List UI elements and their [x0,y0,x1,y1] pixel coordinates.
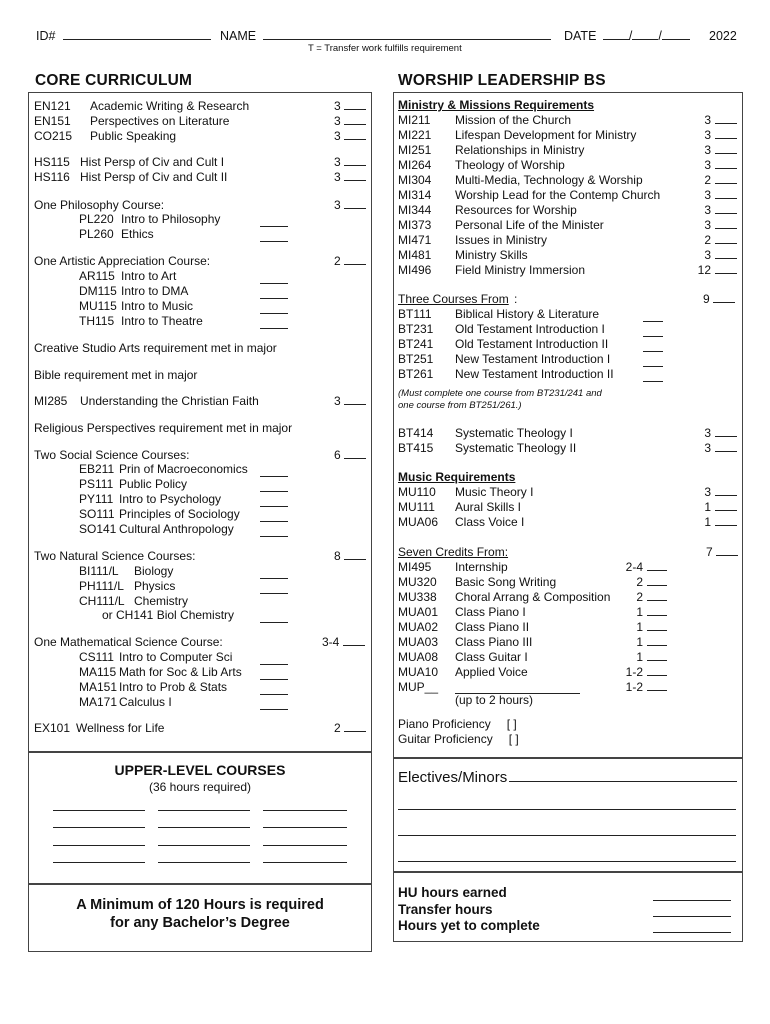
ministry-course: MI264 Theology of Worship [398,158,565,172]
checkbox: [ ] [506,717,517,731]
upper-level-subtitle: (36 hours required) [148,780,252,794]
ministry-course: MI344 Resources for Worship [398,203,577,217]
seven-credits-label: Seven Credits From: [398,545,509,559]
option-blank[interactable] [643,366,663,367]
elective-course: MUA02 Class Piano II [398,620,530,634]
option-course: BT241 Old Testament Introduction II [398,337,609,351]
ministry-course: MI314 Worship Lead for the Contemp Church [398,188,661,202]
hours-field[interactable]: 3 [0,218,737,233]
music-course: MU110 Music Theory I [398,485,534,499]
ministry-course: MI481 Ministry Skills [398,248,528,262]
transfer-hours-label: Transfer hours [398,902,493,917]
hours-field[interactable]: 3-4 [322,635,365,650]
core-course: CO215 Public Speaking [34,129,177,143]
upper-course-blank[interactable] [53,862,145,863]
hours-field[interactable]: 3 [334,129,366,144]
hu-hours-blank[interactable] [653,900,731,901]
ministry-course: MI304 Multi-Media, Technology & Worship [398,173,643,187]
natural-label: Two Natural Science Courses: [34,549,196,563]
elective-course: MU338 Choral Arrang & Composition [398,590,611,604]
option-course: PY111 Intro to Psychology [79,492,222,506]
ministry-course: MI221 Lifespan Development for Ministry [398,128,637,142]
option-blank[interactable] [643,381,663,382]
ministry-course: MI211 Mission of the Church [398,113,572,127]
hu-hours-earned-label: HU hours earned [398,885,507,900]
option-course: MA115 Math for Soc & Lib Arts [79,665,242,679]
hours-field[interactable]: 2-4 [0,560,667,575]
elective-course: MUP__ [398,680,439,694]
core-title: CORE CURRICULUM [35,72,193,89]
ministry-course: MI496 Field Ministry Immersion [398,263,586,277]
upper-course-blank[interactable] [263,845,347,846]
elective-course: MU320 Basic Song Writing [398,575,557,589]
id-field[interactable] [36,29,211,43]
hours-field[interactable]: 3 [0,188,737,203]
option-course: PS111 Public Policy [79,477,188,491]
hours-field[interactable]: 6 [334,448,366,463]
upper-course-blank[interactable] [158,845,250,846]
elective-course: MI495 Internship [398,560,508,574]
electives-field[interactable]: Electives/Minors [398,768,737,786]
hours-yet-blank[interactable] [653,932,731,933]
date-label: DATE [564,29,597,43]
hours-field[interactable]: 1 [0,605,667,620]
three-courses-label: Three Courses From [398,292,509,306]
hours-field[interactable]: 2 [0,575,667,590]
minimum-line1: A Minimum of 120 Hours is required [76,897,324,913]
upper-course-blank[interactable] [158,862,250,863]
option-course-alt: or CH141 Biol Chemistry [102,608,235,622]
hours-field[interactable]: 3 [334,99,366,114]
option-course: BT111 Biblical History & Literature [398,307,600,321]
hours-field[interactable]: 12 [0,263,737,278]
hours-field[interactable]: 1-2 [0,665,667,680]
hours-field[interactable]: 3 [334,394,366,409]
option-course: CS111 Intro to Computer Sci [79,650,233,664]
hours-field[interactable]: 1 [0,620,667,635]
hours-field[interactable]: 1 [0,650,667,665]
bible-note: Bible requirement met in major [34,368,198,382]
hours-field[interactable]: 3 [0,158,737,173]
hours-field[interactable]: 3 [334,114,366,129]
hours-field[interactable]: 1 [0,635,667,650]
hours-field[interactable]: 3 [0,426,737,441]
core-course: EX101 Wellness for Life [34,721,165,735]
upper-level-title: UPPER-LEVEL COURSES [114,762,286,778]
math-label: One Mathematical Science Course: [34,635,223,649]
hours-field[interactable]: 9 [703,292,735,307]
option-course: EB211 Prin of Macroeconomics [79,462,248,476]
elective-course: MUA03 Class Piano III [398,635,533,649]
music-course: MU111 Aural Skills I [398,500,522,514]
upper-course-blank[interactable] [53,827,145,828]
option-course: PL220 Intro to Philosophy [79,212,221,226]
option-course: BT261 New Testament Introduction II [398,367,614,381]
guitar-proficiency[interactable]: Guitar Proficiency [ ] [398,732,519,746]
elective-course: MUA08 Class Guitar I [398,650,528,664]
worship-title: WORSHIP LEADERSHIP BS [398,72,606,89]
core-course: MI285 Understanding the Christian Faith [34,394,259,408]
option-course: BI111/L Biology [79,564,174,578]
hours-field[interactable]: 3 [0,113,737,128]
option-blank[interactable] [643,321,663,322]
year: 2022 [709,29,737,43]
option-course: TH115 Intro to Theatre [79,314,203,328]
hours-field[interactable]: 8 [334,549,366,564]
hours-field[interactable]: 3 [0,248,737,263]
hours-field[interactable]: 3 [0,203,737,218]
religious-note: Religious Perspectives requirement met in major [34,421,293,435]
upper-course-blank[interactable] [53,810,145,811]
upper-course-blank[interactable] [158,827,250,828]
option-blank[interactable] [643,351,663,352]
hours-field[interactable]: 3 [0,143,737,158]
hours-field[interactable]: 3 [334,198,366,213]
elective-course: MUA01 Class Piano I [398,605,526,619]
transfer-hours-blank[interactable] [653,916,731,917]
option-course: PH111/L Physics [79,579,176,593]
option-course: MU115 Intro to Music [79,299,194,313]
core-course: EN151 Perspectives on Literature [34,114,230,128]
up-to-note: (up to 2 hours) [455,693,534,707]
creative-note: Creative Studio Arts requirement met in major [34,341,277,355]
ministry-heading: Ministry & Missions Requirements [398,98,595,112]
option-course: PL260 Ethics [79,227,154,241]
theology-course: BT415 Systematic Theology II [398,441,577,455]
name-label: NAME [220,29,257,43]
social-label: Two Social Science Courses: [34,448,190,462]
option-course: DM115 Intro to DMA [79,284,189,298]
hours-field[interactable]: 2 [0,173,737,188]
upper-course-blank[interactable] [263,810,347,811]
upper-course-blank[interactable] [158,810,250,811]
option-course: BT251 New Testament Introduction I [398,352,611,366]
id-label: ID# [36,29,56,43]
option-course: AR115 Intro to Art [79,269,177,283]
ministry-course: MI373 Personal Life of the Minister [398,218,604,232]
checkbox: [ ] [508,732,519,746]
artistic-label: One Artistic Appreciation Course: [34,254,211,268]
theology-course: BT414 Systematic Theology I [398,426,573,440]
option-course: SO141 Cultural Anthropology [79,522,234,536]
electives-line[interactable] [398,861,736,862]
hours-field[interactable]: 1 [0,515,737,530]
option-course: MA151 Intro to Prob & Stats [79,680,228,694]
hours-field[interactable]: 1 [0,500,737,515]
hours-field[interactable]: 1-2 [0,680,667,695]
option-course: BT231 Old Testament Introduction I [398,322,605,336]
hours-field[interactable]: 3 [334,170,366,185]
hours-field[interactable]: 2 [0,233,737,248]
minimum-line2: for any Bachelor’s Degree [110,915,290,931]
core-course: EN121 Academic Writing & Research [34,99,250,113]
bt-note-line1: (Must complete one course from BT231/241 and [398,388,602,399]
colon: : [514,292,518,306]
bt-note-line2: one course from BT251/261.) [398,400,522,411]
music-heading: Music Requirements [398,470,516,484]
core-course: HS115 Hist Persp of Civ and Cult I [34,155,225,169]
transfer-note: T = Transfer work fulfills requirement [308,43,462,54]
date-field[interactable]: DATE / / [564,29,690,43]
electives-line[interactable] [398,835,736,836]
hours-field[interactable]: 2 [334,721,366,736]
ministry-course: MI471 Issues in Ministry [398,233,548,247]
option-course: MA171 Calculus I [79,695,172,709]
upper-course-blank[interactable] [263,862,347,863]
core-course: HS116 Hist Persp of Civ and Cult II [34,170,228,184]
name-field[interactable] [220,29,551,43]
hours-field[interactable]: 3 [0,441,737,456]
hours-field[interactable]: 3 [0,485,737,500]
option-course: SO111 Principles of Sociology [79,507,240,521]
option-blank[interactable] [643,336,663,337]
elective-course: MUA10 Applied Voice [398,665,528,679]
ministry-course: MI251 Relationships in Ministry [398,143,585,157]
upper-course-blank[interactable] [263,827,347,828]
hours-field[interactable]: 7 [706,545,738,560]
hours-field[interactable]: 3 [334,155,366,170]
hours-field[interactable]: 2 [334,254,366,269]
electives-line[interactable] [398,809,736,810]
piano-proficiency[interactable]: Piano Proficiency [ ] [398,717,517,731]
philosophy-label: One Philosophy Course: [34,198,165,212]
hours-field[interactable]: 2 [0,590,667,605]
hours-yet-label: Hours yet to complete [398,918,540,933]
music-course: MUA06 Class Voice I [398,515,525,529]
upper-course-blank[interactable] [53,845,145,846]
option-course: CH111/L Chemistry [79,594,189,608]
hours-field[interactable]: 3 [0,128,737,143]
